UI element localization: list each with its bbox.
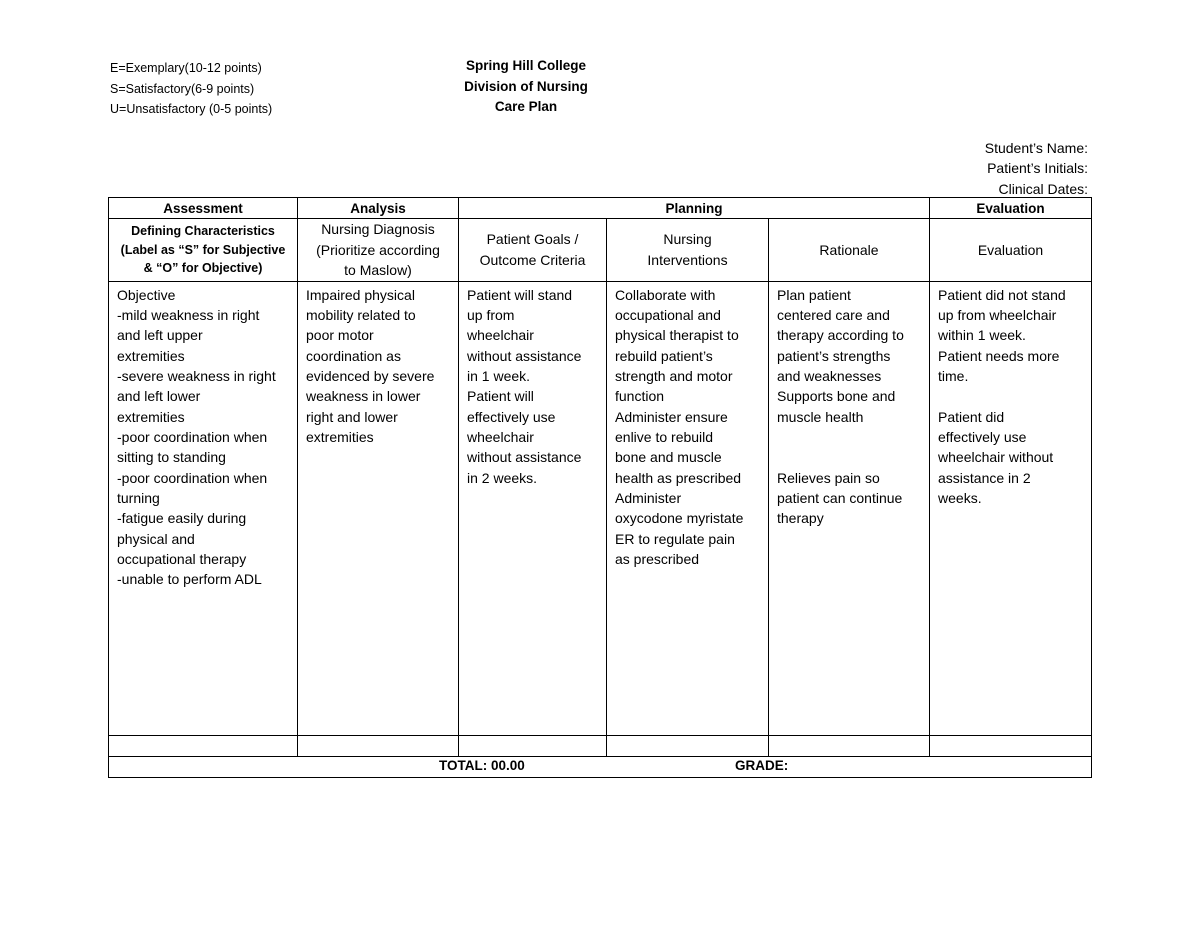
cell-line: ER to regulate pain bbox=[615, 530, 735, 547]
cell-line: to Maslow) bbox=[344, 262, 412, 278]
cell-line: strength and motor bbox=[615, 367, 733, 384]
cell-line: weeks. bbox=[938, 489, 982, 506]
cell-line: occupational and bbox=[615, 306, 721, 323]
cell-line: Interventions bbox=[647, 251, 728, 268]
cell-line: extremities bbox=[306, 428, 374, 445]
total-cell bbox=[109, 756, 1092, 777]
care-plan-body-row bbox=[109, 281, 1092, 735]
cell-line: extremities bbox=[117, 408, 185, 425]
analysis-cell bbox=[298, 281, 459, 735]
cell-line: wheelchair bbox=[467, 428, 534, 445]
patient-goals-header bbox=[459, 219, 607, 282]
assessment-cell bbox=[109, 281, 298, 735]
cell-line: -poor coordination when bbox=[117, 469, 268, 486]
cell-line: effectively use bbox=[938, 428, 1027, 445]
document-heading bbox=[326, 56, 726, 118]
cell-line: up from bbox=[467, 306, 515, 323]
cell-line bbox=[777, 427, 921, 447]
defining-characteristics-header bbox=[109, 219, 298, 282]
planning-header: Planning bbox=[459, 198, 930, 219]
patient-initials-label: Patient’s Initials: bbox=[987, 160, 1088, 177]
cell-line bbox=[777, 447, 921, 467]
evaluation-header bbox=[930, 219, 1092, 282]
care-plan-table bbox=[108, 197, 1092, 778]
cell-line: -mild weakness in right bbox=[117, 306, 260, 323]
cell-line: Administer ensure bbox=[615, 408, 728, 425]
evaluation-group-header: Evaluation bbox=[930, 198, 1092, 219]
cell-line: extremities bbox=[117, 347, 185, 364]
student-name-label: Student’s Name: bbox=[984, 140, 1088, 156]
cell-line: wheelchair bbox=[467, 327, 534, 344]
cell-line: -fatigue easily during bbox=[117, 510, 247, 527]
cell-line: in 2 weeks. bbox=[467, 469, 538, 486]
blank-cell bbox=[769, 735, 930, 756]
group-header-row bbox=[109, 198, 1092, 219]
cell-line: sitting to standing bbox=[117, 449, 226, 466]
cell-line: bone and muscle bbox=[615, 449, 722, 466]
cell-line: without assistance bbox=[467, 347, 582, 364]
document-title: Care Plan bbox=[494, 99, 558, 114]
cell-line: physical and bbox=[117, 530, 195, 547]
analysis-header: Analysis bbox=[298, 198, 459, 219]
nursing-interventions-header bbox=[607, 219, 769, 282]
cell-line: and left upper bbox=[117, 327, 203, 344]
college-name: Spring Hill College bbox=[465, 58, 586, 73]
interventions-cell bbox=[607, 281, 769, 735]
sub-header-row bbox=[109, 219, 1092, 282]
cell-line: Supports bone and bbox=[777, 388, 896, 405]
blank-cell bbox=[459, 735, 607, 756]
cell-line: poor motor bbox=[306, 327, 374, 344]
cell-line: patient’s strengths bbox=[777, 347, 891, 364]
cell-line: Administer bbox=[615, 489, 682, 506]
cell-line: Collaborate with bbox=[615, 286, 716, 303]
cell-line: & “O” for Objective) bbox=[143, 261, 263, 275]
blank-row bbox=[109, 735, 1092, 756]
cell-line: Defining Characteristics bbox=[131, 224, 275, 238]
cell-line: Patient will stand bbox=[467, 286, 573, 303]
cell-line: Outcome Criteria bbox=[479, 251, 586, 268]
rationale-header bbox=[769, 219, 930, 282]
legend-satisfactory: S=Satisfactory(6-9 points) bbox=[110, 81, 255, 96]
cell-line: without assistance bbox=[467, 449, 582, 466]
cell-line: (Label as “S” for Subjective bbox=[120, 242, 286, 257]
cell-line: time. bbox=[938, 367, 969, 384]
cell-line: Rationale bbox=[819, 241, 879, 258]
cell-line: Relieves pain so bbox=[777, 469, 880, 486]
cell-line: Patient did bbox=[938, 408, 1005, 425]
cell-line: therapy bbox=[777, 510, 824, 527]
cell-line: effectively use bbox=[467, 408, 556, 425]
cell-line: (Prioritize according bbox=[316, 241, 440, 258]
cell-line: -poor coordination when bbox=[117, 428, 268, 445]
blank-cell bbox=[109, 735, 298, 756]
cell-line: health as prescribed bbox=[615, 469, 742, 486]
grading-legend bbox=[110, 58, 272, 120]
cell-line: Patient needs more bbox=[938, 347, 1060, 364]
cell-line: Plan patient bbox=[777, 286, 851, 303]
cell-line: Patient did not stand bbox=[938, 286, 1066, 303]
cell-line: oxycodone myristate bbox=[615, 510, 744, 527]
goals-cell bbox=[459, 281, 607, 735]
cell-line: wheelchair without bbox=[938, 449, 1054, 466]
cell-line: -unable to perform ADL bbox=[117, 571, 262, 588]
blank-cell bbox=[930, 735, 1092, 756]
blank-cell bbox=[298, 735, 459, 756]
cell-line: as prescribed bbox=[615, 550, 700, 567]
cell-line: turning bbox=[117, 489, 160, 506]
blank-cell bbox=[607, 735, 769, 756]
cell-line: enlive to rebuild bbox=[615, 428, 714, 445]
cell-line: occupational therapy bbox=[117, 550, 247, 567]
cell-line: within 1 week. bbox=[938, 327, 1026, 344]
cell-line bbox=[938, 386, 1083, 406]
cell-line: Nursing bbox=[663, 231, 712, 248]
cell-line: therapy according to bbox=[777, 327, 904, 344]
cell-line: patient can continue bbox=[777, 489, 903, 506]
cell-line: rebuild patient’s bbox=[615, 347, 713, 364]
cell-line: up from wheelchair bbox=[938, 306, 1057, 323]
legend-exemplary: E=Exemplary(10-12 points) bbox=[110, 61, 262, 75]
cell-line: Nursing Diagnosis bbox=[321, 221, 435, 237]
cell-line: weakness in lower bbox=[306, 388, 421, 405]
legend-unsatisfactory: U=Unsatisfactory (0-5 points) bbox=[110, 102, 273, 116]
total-row bbox=[109, 756, 1092, 777]
cell-line: Patient Goals / bbox=[486, 231, 579, 248]
cell-line: and left lower bbox=[117, 388, 201, 405]
cell-line: right and lower bbox=[306, 408, 398, 425]
cell-line: muscle health bbox=[777, 408, 864, 425]
cell-line: mobility related to bbox=[306, 306, 416, 323]
cell-line: coordination as bbox=[306, 347, 401, 364]
student-info bbox=[985, 138, 1088, 199]
assessment-header: Assessment bbox=[109, 198, 298, 219]
cell-line: assistance in 2 bbox=[938, 469, 1031, 486]
cell-line: evidenced by severe bbox=[306, 367, 435, 384]
cell-line: physical therapist to bbox=[615, 327, 739, 344]
cell-line: Impaired physical bbox=[306, 286, 415, 303]
grade-label: GRADE: bbox=[735, 757, 789, 773]
evaluation-cell bbox=[930, 281, 1092, 735]
cell-line: Evaluation bbox=[977, 241, 1044, 258]
cell-line: centered care and bbox=[777, 306, 890, 323]
nursing-diagnosis-header bbox=[298, 219, 459, 282]
total-label: TOTAL: 00.00 bbox=[439, 757, 525, 773]
cell-line: Patient will bbox=[467, 388, 534, 405]
cell-line: and weaknesses bbox=[777, 367, 882, 384]
cell-line: function bbox=[615, 388, 665, 405]
cell-line: -severe weakness in right bbox=[117, 367, 276, 384]
cell-line: in 1 week. bbox=[467, 367, 531, 384]
division-name: Division of Nursing bbox=[464, 78, 588, 94]
rationale-cell bbox=[769, 281, 930, 735]
clinical-dates-label: Clinical Dates: bbox=[998, 180, 1088, 197]
cell-line: Objective bbox=[117, 286, 176, 303]
